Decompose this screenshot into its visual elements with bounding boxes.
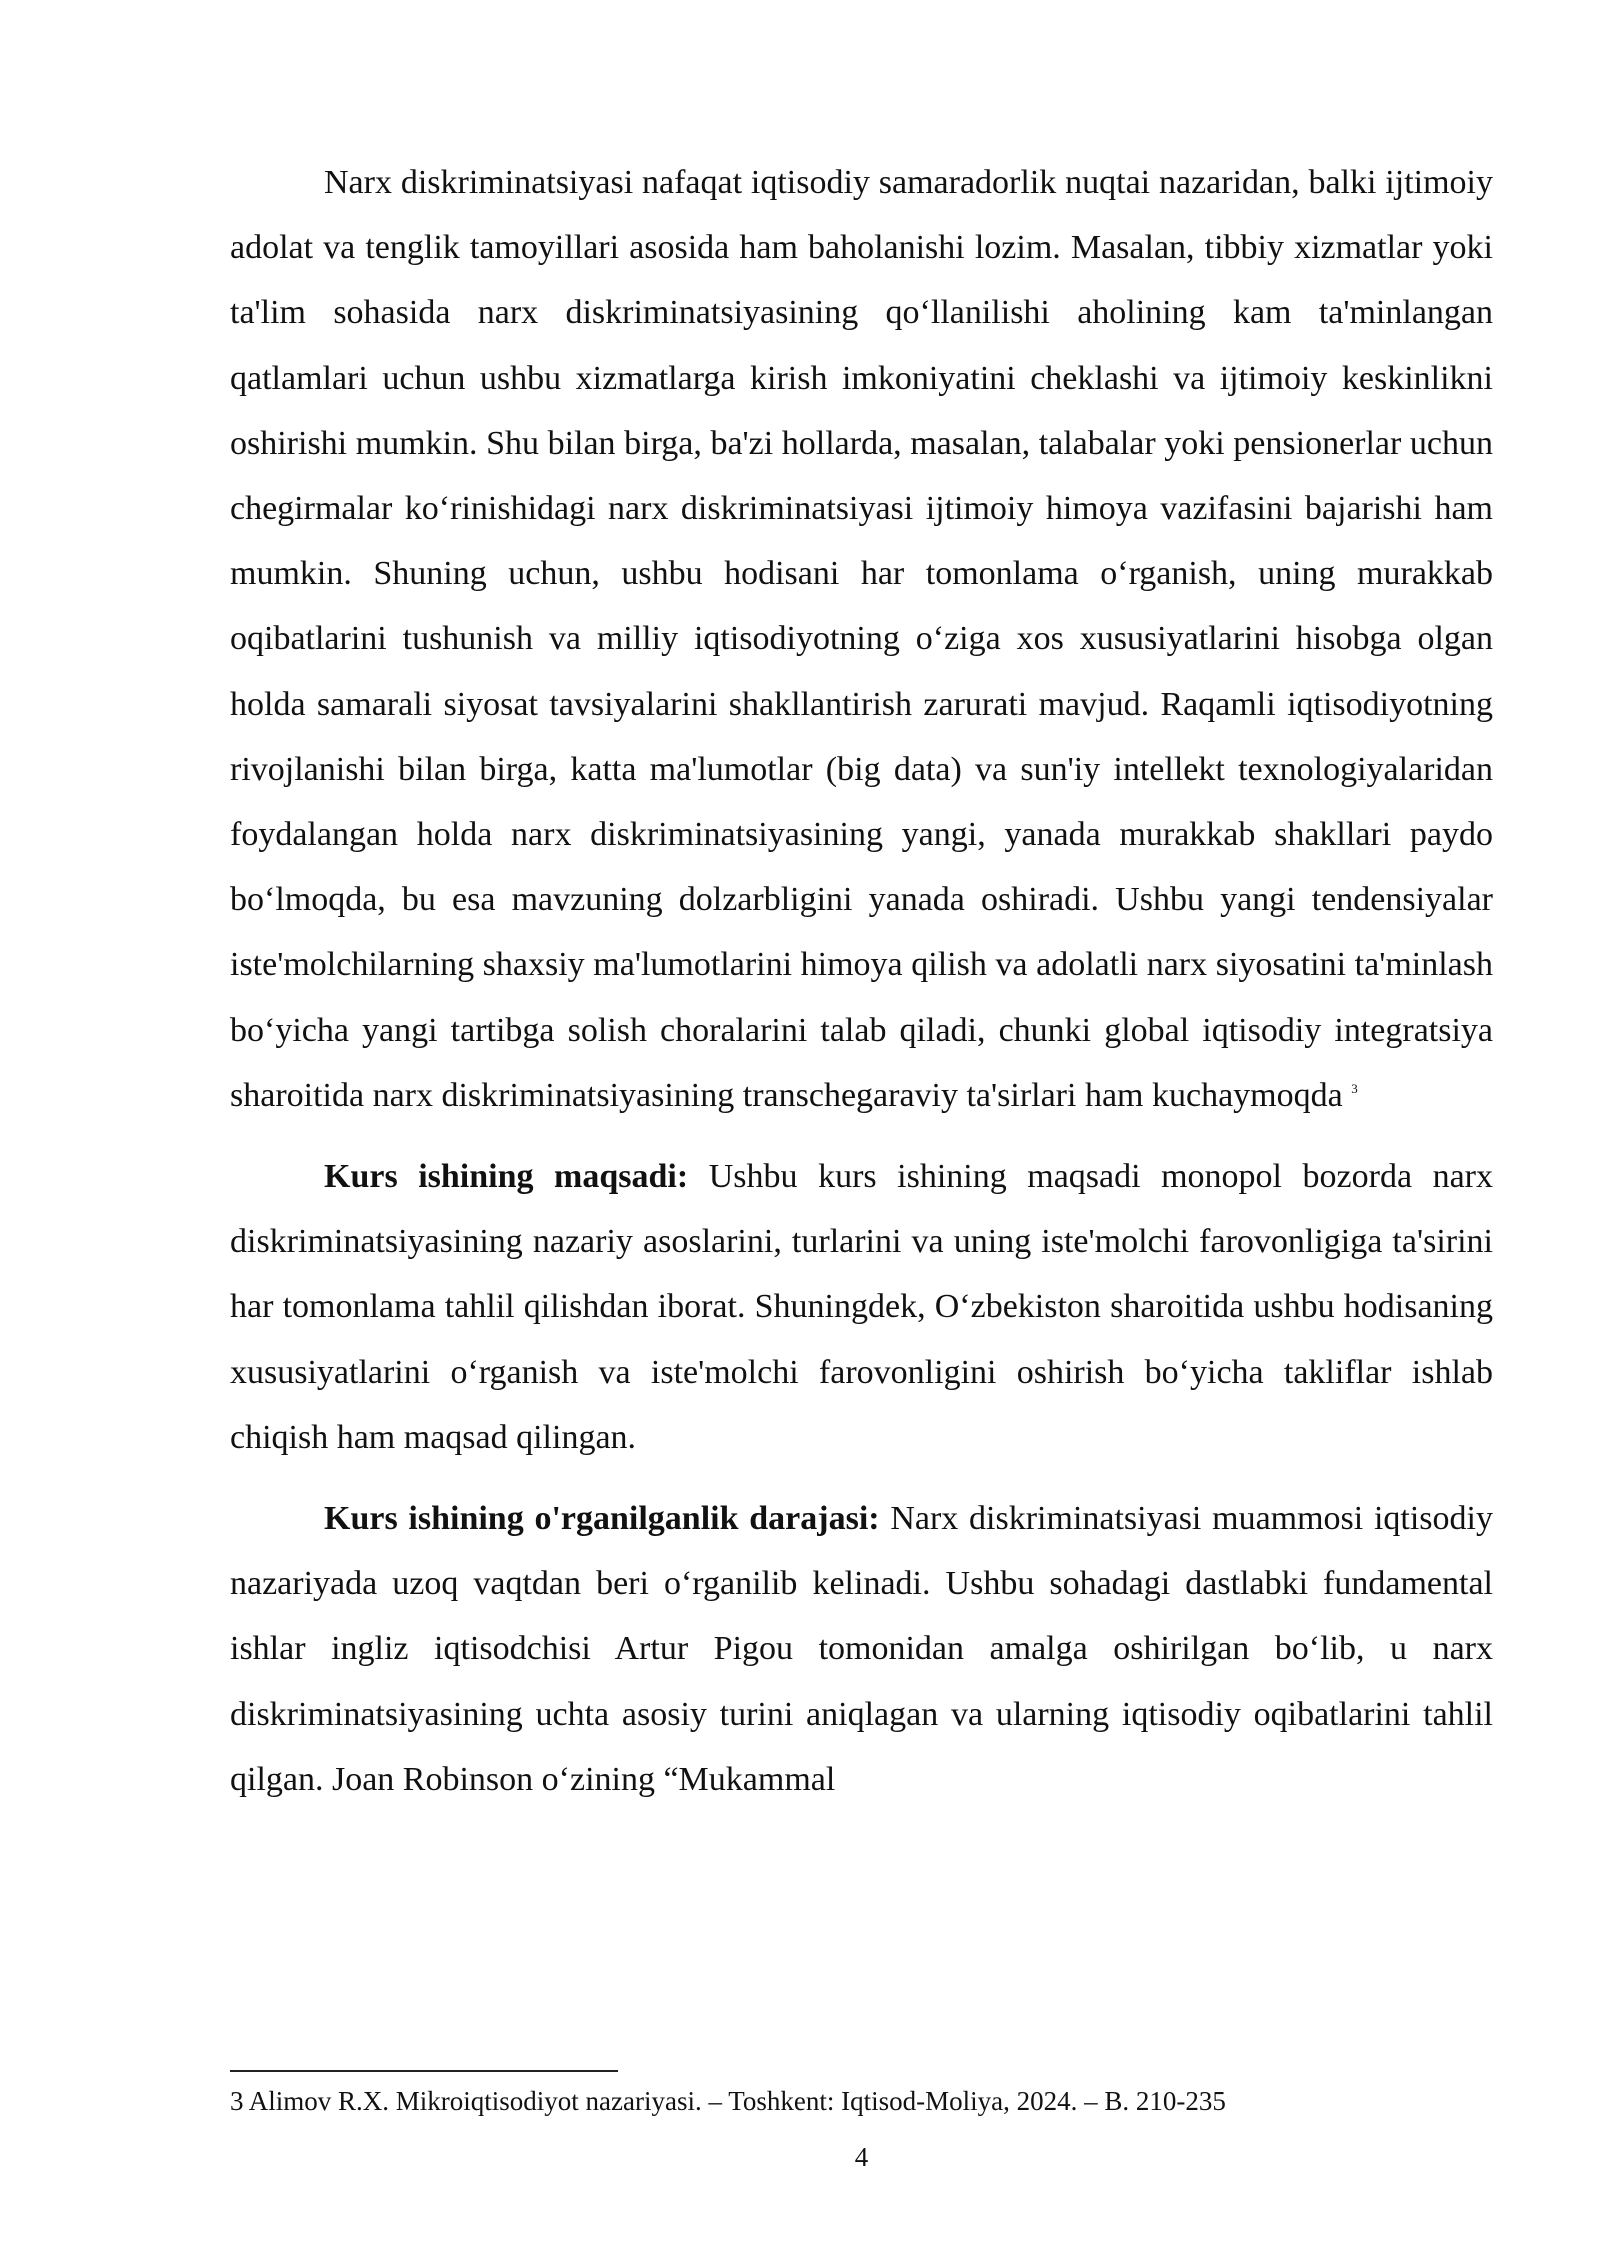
body-text (230, 150, 1493, 1812)
paragraph-intro-text: Narx diskriminatsiyasi nafaqat iqtisodiy samaradorlik nuqtai nazaridan, balki ijtimoiy adolat va tenglik tamoyillari asosida ham baholanishi lozim. Masalan, tibbiy xizmatlar yoki ta'lim sohasida narx diskriminatsiyasining qo‘llanilishi aholining kam ta'minlangan qatlamlari uchun ushbu xizmatlarga kirish imkoniyatini cheklashi va ijtimoiy keskinlikni oshirishi mumkin. Shu bilan birga, ba'zi hollarda, masalan, talabalar yoki pensionerlar uchun chegirmalar ko‘rinishidagi narx diskriminatsiyasi ijtimoiy himoya vazifasini bajarishi ham mumkin. Shuning uchun, ushbu hodisani har tomonlama o‘rganish, uning murakkab oqibatlarini tushunish va milliy iqtisodiyotning o‘ziga xos xususiyatlarini hisobga olgan holda samarali siyosat tavsiyalarini shakllantirish zarurati mavjud. Raqamli iqtisodiyotning rivojlanishi bilan birga, katta ma'lumotlar (big data) va sun'iy intellekt texnologiyalaridan foydalangan holda narx diskriminatsiyasining yangi, yanada murakkab shakllari paydo bo‘lmoqda, bu esa mavzuning dolzarbligini yanada oshiradi. Ushbu yangi tendensiyalar iste'molchilarning shaxsiy ma'lumotlarini himoya qilish va adolatli narx siyosatini ta'minlash bo‘yicha yangi tartibga solish choralarini talab qiladi, chunki global iqtisodiy integratsiya sharoitida narx diskriminatsiyasining transchegaraviy ta'sirlari ham kuchaymoqda (230, 164, 1493, 1114)
paragraph-study-level (230, 1486, 1493, 1812)
paragraph-goal-heading: Kurs ishining maqsadi: (324, 1158, 689, 1196)
paragraph-study-level-text: Narx diskriminatsiyasi muammosi iqtisodiy nazariyada uzoq vaqtdan beri o‘rganilib kelinadi. Ushbu sohadagi dastlabki fundamental ishlar ingliz iqtisodchisi Artur Pigou tomonidan amalga oshirilgan bo‘lib, u narx diskriminatsiyasining uchta asosiy turini aniqlagan va ularning iqtisodiy oqibatlarini tahlil qilgan. Joan Robinson o‘zining “Mukammal (230, 1500, 1493, 1798)
paragraph-intro (230, 150, 1493, 1128)
page-number: 4 (854, 2142, 869, 2172)
paragraph-goal (230, 1144, 1493, 1470)
paragraph-study-level-heading: Kurs ishining o'rganilganlik darajasi: (324, 1500, 880, 1538)
footnote-separator (230, 2070, 618, 2072)
paragraph-goal-text: Ushbu kurs ishining maqsadi monopol bozorda narx diskriminatsiyasining nazariy asoslarini, turlarini va uning iste'molchi farovonligiga ta'sirini har tomonlama tahlil qilishdan iborat. Shuningdek, O‘zbekiston sharoitida ushbu hodisaning xususiyatlarini o‘rganish va iste'molchi farovonligini oshirish bo‘yicha takliflar ishlab chiqish ham maqsad qilingan. (230, 1158, 1493, 1456)
footnote-reference: 3 (1351, 1080, 1358, 1096)
footnote: 3 Alimov R.X. Mikroiqtisodiyot nazariyasi. – Toshkent: Iqtisod-Moliya, 2024. – B. 210-235 (230, 2086, 1226, 2116)
